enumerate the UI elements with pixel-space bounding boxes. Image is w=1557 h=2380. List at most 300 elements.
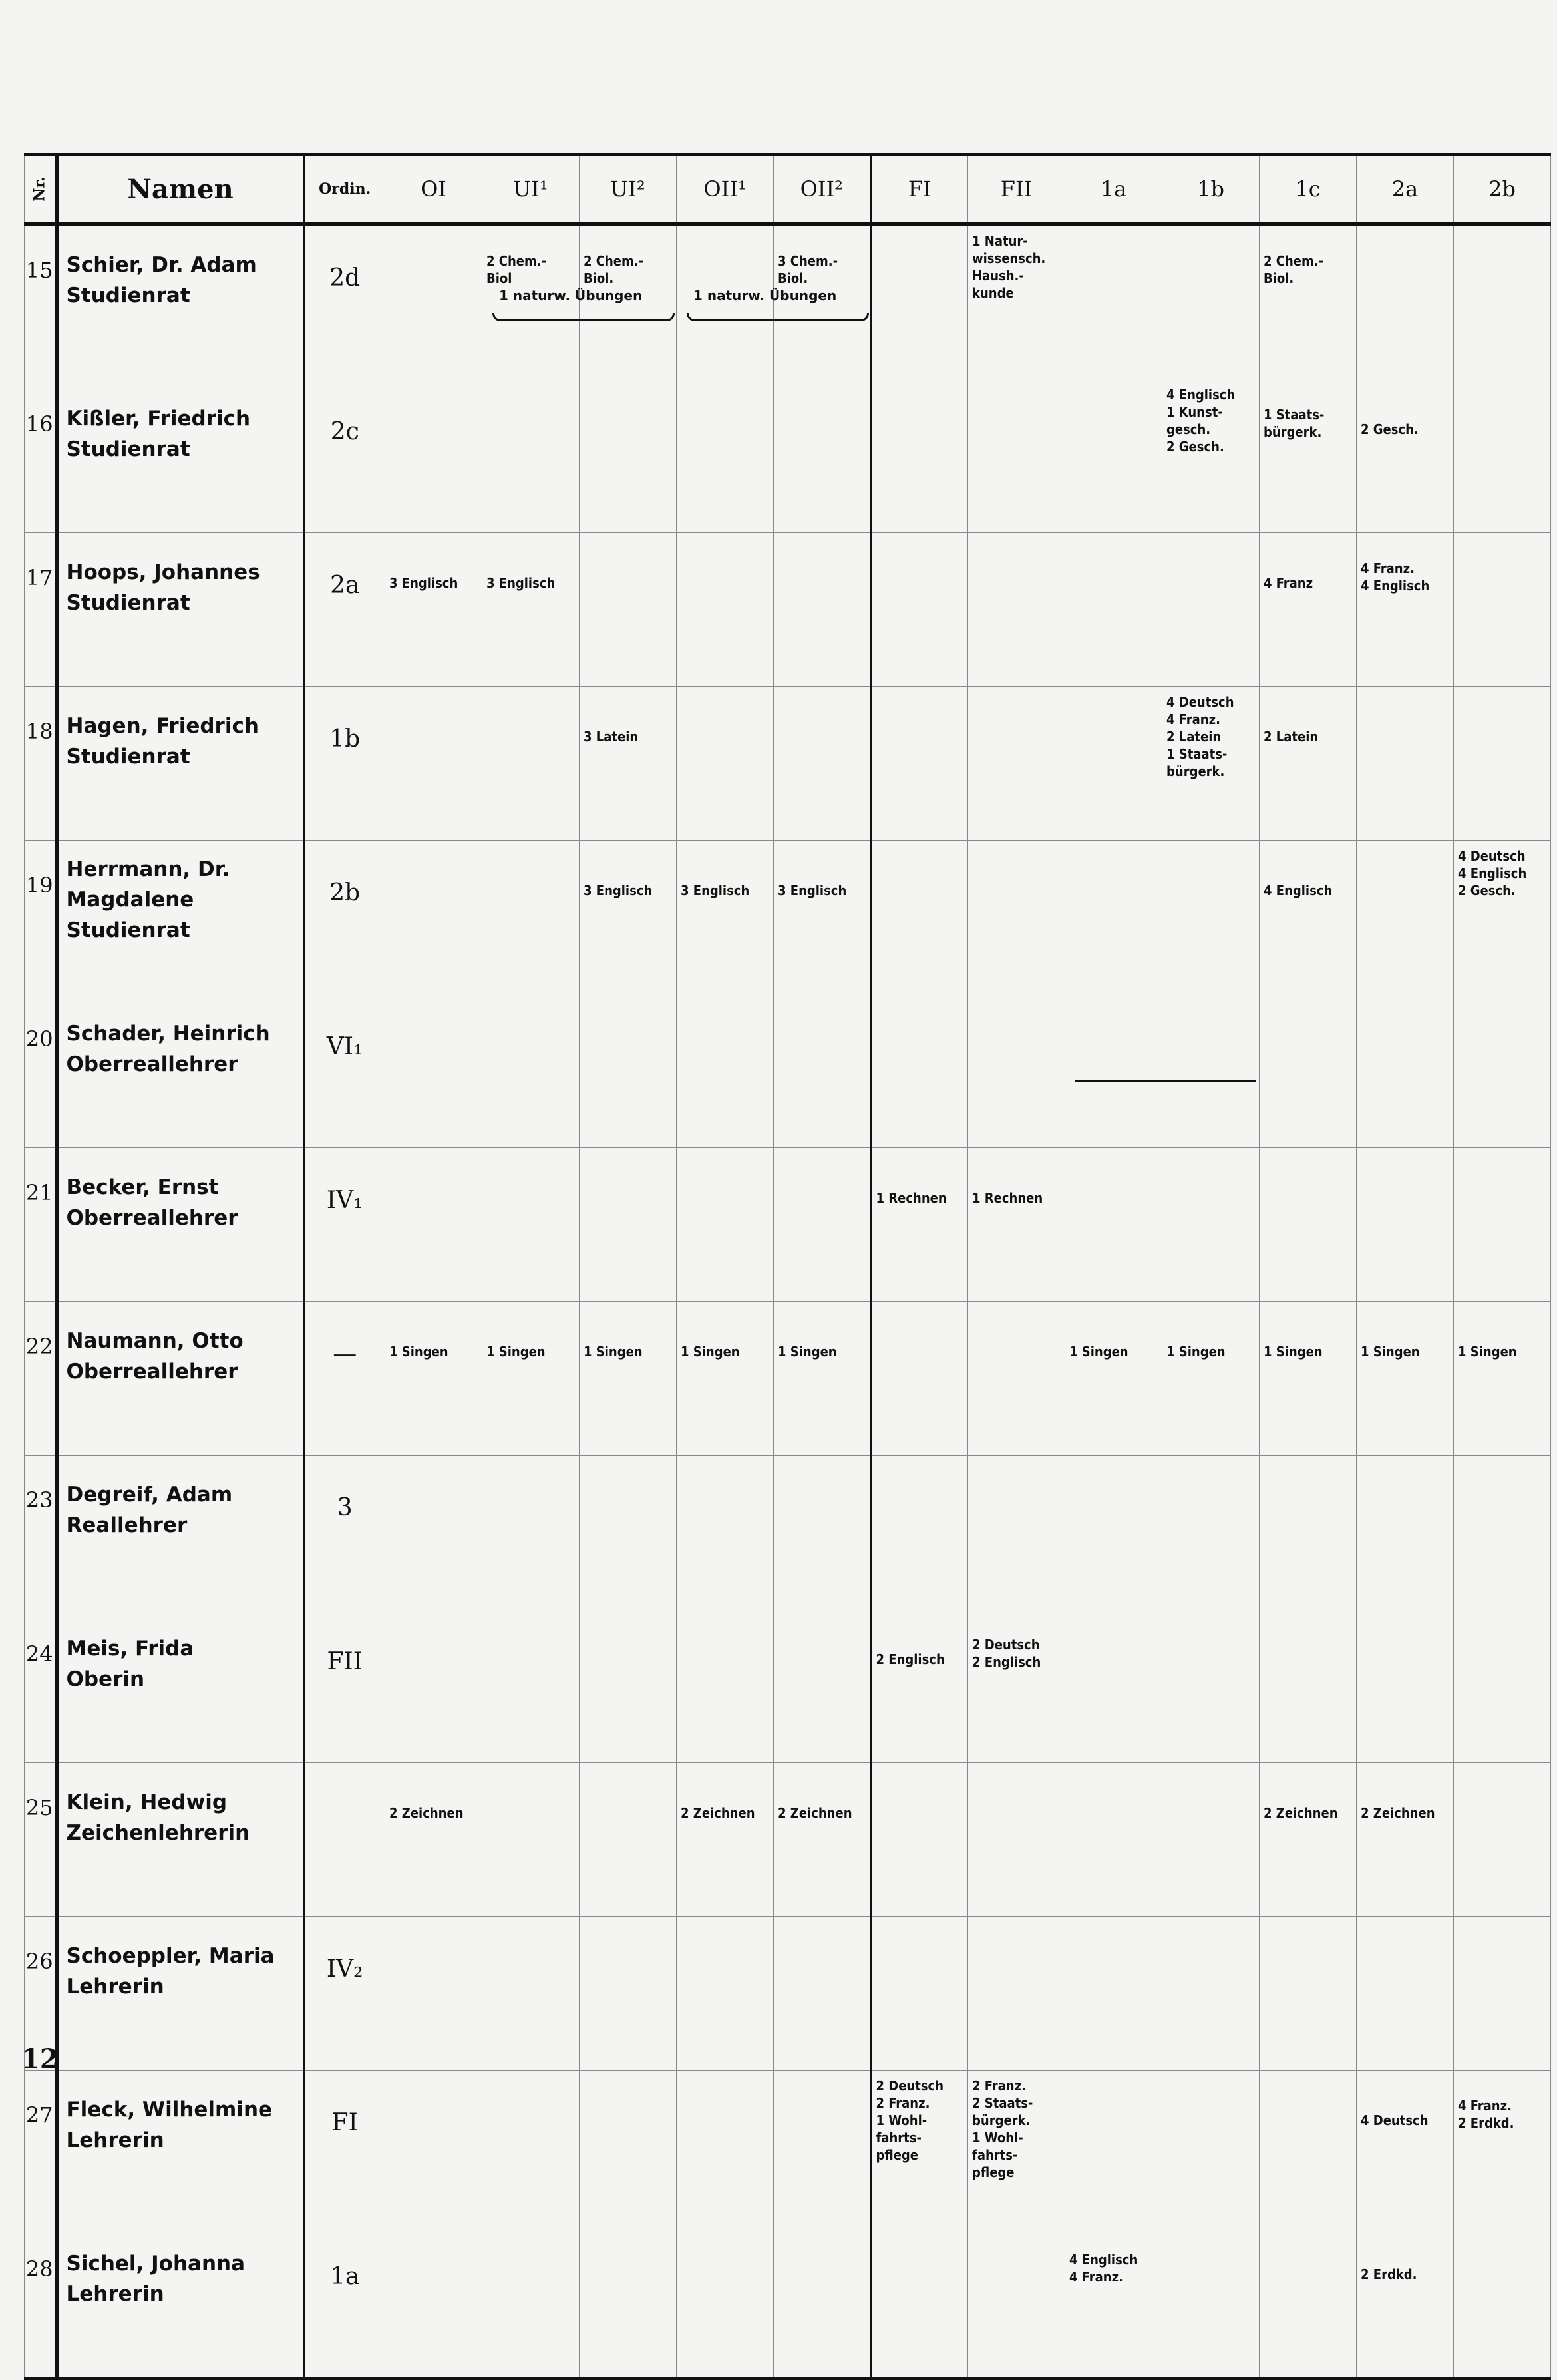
header-class: 1a xyxy=(1065,154,1162,224)
row-number: 16 xyxy=(25,379,57,533)
class-hours-cell xyxy=(482,687,580,841)
class-hours: 2 Chem.- Biol xyxy=(486,253,547,286)
class-hours-cell xyxy=(1260,379,1357,533)
class-hours xyxy=(1357,841,1453,847)
class-hours xyxy=(1162,841,1259,847)
class-hours-cell xyxy=(1357,224,1454,379)
class-hours xyxy=(872,994,968,1001)
class-hours-cell xyxy=(1454,1917,1551,2071)
class-hours xyxy=(677,1148,773,1155)
class-hours: 2 Englisch xyxy=(876,1651,945,1667)
class-hours-cell xyxy=(1162,1763,1260,1917)
class-hours xyxy=(580,379,676,386)
class-hours xyxy=(968,379,1065,386)
class-hours-cell xyxy=(482,1609,580,1763)
class-hours xyxy=(385,226,482,232)
class-hours xyxy=(1454,1456,1550,1462)
class-hours: 3 Englisch xyxy=(778,883,847,898)
teacher-row xyxy=(25,1917,1551,2071)
class-hours xyxy=(872,1763,968,1770)
class-hours xyxy=(482,1763,579,1770)
class-hours-cell xyxy=(580,1456,677,1609)
teacher-title: Zeichenlehrerin xyxy=(66,1821,250,1845)
class-hours-cell xyxy=(871,379,968,533)
class-hours xyxy=(1162,1456,1259,1462)
header-class: 1b xyxy=(1162,154,1260,224)
class-hours-cell xyxy=(1260,2071,1357,2224)
class-hours-cell xyxy=(482,1302,580,1456)
header-class: FI xyxy=(871,154,968,224)
class-hours xyxy=(385,1148,482,1155)
class-hours: 2 Deutsch 2 Englisch xyxy=(972,1637,1041,1670)
class-hours-cell xyxy=(1454,994,1551,1148)
class-hours-cell xyxy=(580,1917,677,2071)
class-hours xyxy=(872,1917,968,1923)
teacher-name: Fleck, Wilhelmine xyxy=(66,2098,273,2122)
class-hours xyxy=(774,2224,870,2231)
teacher-name-cell xyxy=(57,1763,304,1917)
teacher-title: Studienrat xyxy=(66,918,190,942)
class-hours-cell xyxy=(1065,1302,1162,1456)
class-hours xyxy=(385,841,482,847)
class-hours-cell xyxy=(968,841,1065,994)
teacher-row xyxy=(25,841,1551,994)
class-hours xyxy=(1357,1148,1453,1155)
class-hours-cell xyxy=(1454,1763,1551,1917)
row-number: 27 xyxy=(25,2071,57,2224)
class-hours-cell xyxy=(482,1917,580,2071)
class-hours: 1 Singen xyxy=(1458,1344,1517,1360)
header-class: FII xyxy=(968,154,1065,224)
row-number: 26 xyxy=(25,1917,57,2071)
teacher-title: Reallehrer xyxy=(66,1513,188,1537)
class-hours xyxy=(872,1456,968,1462)
class-hours xyxy=(482,379,579,386)
teacher-name: Schoeppler, Maria xyxy=(66,1944,275,1968)
class-hours xyxy=(1065,1456,1162,1462)
teacher-name: Sichel, Johanna xyxy=(66,2252,245,2276)
class-hours: 1 Singen xyxy=(584,1344,643,1360)
class-hours-cell xyxy=(677,1763,774,1917)
class-hours xyxy=(872,379,968,386)
class-hours xyxy=(1162,994,1259,1001)
class-hours-cell xyxy=(482,379,580,533)
class-hours-cell xyxy=(1162,2224,1260,2379)
class-hours-cell xyxy=(385,841,482,994)
class-hours-cell xyxy=(871,994,968,1148)
class-hours-cell xyxy=(1454,2071,1551,2224)
row-number: 20 xyxy=(25,994,57,1148)
teacher-name-cell xyxy=(57,1917,304,2071)
class-hours xyxy=(580,994,676,1001)
class-hours xyxy=(677,687,773,694)
class-hours xyxy=(872,533,968,540)
class-hours-cell xyxy=(968,533,1065,687)
teacher-row xyxy=(25,687,1551,841)
class-hours xyxy=(1260,1456,1356,1462)
class-hours-cell xyxy=(1454,1609,1551,1763)
class-hours xyxy=(1454,226,1550,232)
class-hours-cell xyxy=(385,1609,482,1763)
teacher-title: Oberreallehrer xyxy=(66,1052,238,1076)
class-hours-cell xyxy=(1065,687,1162,841)
teacher-name-cell xyxy=(57,2071,304,2224)
class-hours: 1 Singen xyxy=(486,1344,546,1360)
class-hours-cell xyxy=(871,2224,968,2379)
class-hours xyxy=(385,1609,482,1616)
class-hours xyxy=(1357,687,1453,694)
class-hours-cell xyxy=(580,533,677,687)
class-hours-cell xyxy=(968,379,1065,533)
teacher-name-cell xyxy=(57,533,304,687)
teacher-row xyxy=(25,1456,1551,1609)
header-class: 2b xyxy=(1454,154,1551,224)
class-hours xyxy=(1357,226,1453,232)
class-hours-cell xyxy=(1357,1917,1454,2071)
class-hours-cell xyxy=(1357,379,1454,533)
header-row xyxy=(25,154,1551,224)
class-hours-cell xyxy=(774,1302,871,1456)
row-number: 22 xyxy=(25,1302,57,1456)
class-hours xyxy=(968,994,1065,1001)
class-hours-cell xyxy=(385,1763,482,1917)
teacher-name: Hoops, Johannes xyxy=(66,560,260,584)
class-hours-cell xyxy=(871,1302,968,1456)
class-hours xyxy=(677,1609,773,1616)
row-number: 19 xyxy=(25,841,57,994)
class-hours xyxy=(968,841,1065,847)
header-class: 2a xyxy=(1357,154,1454,224)
teacher-row xyxy=(25,1302,1551,1456)
teacher-row xyxy=(25,1763,1551,1917)
class-hours-cell xyxy=(1065,994,1162,1148)
class-hours xyxy=(1162,1917,1259,1923)
teacher-name-cell xyxy=(57,2224,304,2379)
class-hours-cell xyxy=(871,1456,968,1609)
class-hours-cell xyxy=(1162,1456,1260,1609)
class-hours-cell xyxy=(1357,994,1454,1148)
class-hours-cell xyxy=(385,1917,482,2071)
class-hours: 2 Zeichnen xyxy=(778,1805,852,1821)
class-hours xyxy=(872,226,968,232)
class-hours xyxy=(1454,1148,1550,1155)
class-hours-cell xyxy=(1260,1763,1357,1917)
class-hours xyxy=(1260,2224,1356,2231)
class-hours-cell xyxy=(1065,224,1162,379)
class-hours xyxy=(1162,533,1259,540)
class-hours xyxy=(1162,2224,1259,2231)
class-hours-cell xyxy=(774,379,871,533)
class-hours: 1 Singen xyxy=(1264,1344,1323,1360)
class-hours-cell xyxy=(871,687,968,841)
teacher-row xyxy=(25,533,1551,687)
class-hours-cell xyxy=(1162,687,1260,841)
class-hours xyxy=(1065,226,1162,232)
class-hours xyxy=(580,533,676,540)
class-hours-cell xyxy=(1065,2224,1162,2379)
class-hours-cell xyxy=(1260,224,1357,379)
class-hours-cell xyxy=(968,1456,1065,1609)
class-hours-cell xyxy=(1357,2224,1454,2379)
row-number: 24 xyxy=(25,1609,57,1763)
class-hours-cell xyxy=(1162,2071,1260,2224)
teacher-name-cell xyxy=(57,841,304,994)
class-hours-cell xyxy=(968,2224,1065,2379)
class-hours xyxy=(677,533,773,540)
class-hours-cell xyxy=(482,841,580,994)
class-hours: 2 Chem.- Biol. xyxy=(1264,253,1324,286)
teacher-name-cell xyxy=(57,994,304,1148)
class-hours-cell xyxy=(385,224,482,379)
teacher-name-cell xyxy=(57,1456,304,1609)
class-hours-cell xyxy=(1454,687,1551,841)
class-hours-cell xyxy=(580,2071,677,2224)
teacher-name: Becker, Ernst xyxy=(66,1175,219,1199)
class-hours-cell xyxy=(385,994,482,1148)
class-hours xyxy=(968,1763,1065,1770)
class-hours xyxy=(774,1609,870,1616)
class-hours-cell xyxy=(1065,1609,1162,1763)
class-hours-cell xyxy=(580,2224,677,2379)
class-hours xyxy=(580,1917,676,1923)
class-hours xyxy=(677,379,773,386)
class-hours: 2 Franz. 2 Staats- bürgerk. 1 Wohl- fahrts- pflege xyxy=(972,2078,1033,2180)
class-hours-cell xyxy=(677,533,774,687)
teacher-title: Studienrat xyxy=(66,284,190,307)
class-hours-cell xyxy=(677,1917,774,2071)
teacher-name: Degreif, Adam xyxy=(66,1483,233,1507)
row-number: 25 xyxy=(25,1763,57,1917)
class-hours xyxy=(774,994,870,1001)
class-hours-cell xyxy=(677,994,774,1148)
class-hours xyxy=(385,379,482,386)
class-hours xyxy=(774,533,870,540)
class-hours-cell xyxy=(1357,1609,1454,1763)
teacher-row xyxy=(25,1148,1551,1302)
class-hours-cell xyxy=(1357,1302,1454,1456)
class-hours-cell xyxy=(871,1148,968,1302)
class-hours xyxy=(774,687,870,694)
class-hours-cell xyxy=(1357,687,1454,841)
span-note-naturw-1: 1 naturw. Übungen xyxy=(499,288,643,303)
class-hours xyxy=(1162,2071,1259,2077)
teacher-name-cell xyxy=(57,687,304,841)
teacher-row xyxy=(25,2224,1551,2379)
class-hours-cell xyxy=(968,1917,1065,2071)
class-hours xyxy=(1454,1763,1550,1770)
teacher-row xyxy=(25,1609,1551,1763)
class-hours xyxy=(1454,687,1550,694)
teacher-title: Lehrerin xyxy=(66,2128,164,2152)
class-hours: 4 Franz. 4 Englisch xyxy=(1361,560,1430,594)
class-hours-cell xyxy=(677,2224,774,2379)
class-hours: 1 Rechnen xyxy=(876,1190,947,1206)
header-class: UI² xyxy=(580,154,677,224)
ordinarius-cell: VI₁ xyxy=(304,994,385,1148)
ordinarius-cell: — xyxy=(304,1302,385,1456)
header-name: Namen xyxy=(57,154,304,224)
class-hours-cell xyxy=(1454,841,1551,994)
class-hours-cell xyxy=(774,1609,871,1763)
header-class: OI xyxy=(385,154,482,224)
ordinarius-cell: 1b xyxy=(304,687,385,841)
class-hours: 1 Singen xyxy=(389,1344,448,1360)
class-hours-cell xyxy=(1454,1456,1551,1609)
class-hours xyxy=(1454,1609,1550,1616)
class-hours-cell xyxy=(968,224,1065,379)
ordinarius-cell: 2c xyxy=(304,379,385,533)
class-hours-cell xyxy=(1162,1302,1260,1456)
teacher-name-cell xyxy=(57,1302,304,1456)
class-hours-cell xyxy=(1454,379,1551,533)
class-hours: 1 Rechnen xyxy=(972,1190,1043,1206)
class-hours xyxy=(968,1302,1065,1308)
class-hours: 3 Latein xyxy=(584,729,639,745)
class-hours xyxy=(1260,1917,1356,1923)
class-hours-cell xyxy=(677,1148,774,1302)
class-hours: 4 Englisch 4 Franz. xyxy=(1069,2252,1138,2285)
header-class: UI¹ xyxy=(482,154,580,224)
class-hours xyxy=(385,2071,482,2077)
class-hours: 2 Zeichnen xyxy=(681,1805,755,1821)
class-hours-cell xyxy=(1357,1456,1454,1609)
ordinarius-cell: 3 xyxy=(304,1456,385,1609)
class-hours xyxy=(968,2224,1065,2231)
class-hours xyxy=(968,687,1065,694)
teacher-row xyxy=(25,994,1551,1148)
class-hours xyxy=(1260,1148,1356,1155)
class-hours-cell xyxy=(1065,1148,1162,1302)
class-hours xyxy=(385,687,482,694)
class-hours xyxy=(677,2224,773,2231)
class-hours: 1 Singen xyxy=(681,1344,740,1360)
class-hours xyxy=(1065,841,1162,847)
class-hours: 2 Zeichnen xyxy=(389,1805,464,1821)
class-hours xyxy=(385,994,482,1001)
class-hours: 1 Singen xyxy=(1069,1344,1128,1360)
class-hours: 2 Latein xyxy=(1264,729,1319,745)
class-hours-cell xyxy=(580,1302,677,1456)
class-hours xyxy=(1065,533,1162,540)
class-hours xyxy=(968,1456,1065,1462)
ordinarius-cell: IV₂ xyxy=(304,1917,385,2071)
header-class: OII² xyxy=(774,154,871,224)
class-hours-cell xyxy=(1357,841,1454,994)
teacher-name: Naumann, Otto xyxy=(66,1329,244,1353)
class-hours-cell xyxy=(774,1917,871,2071)
teacher-title: Lehrerin xyxy=(66,1975,164,1999)
class-hours-cell xyxy=(1260,687,1357,841)
class-hours xyxy=(482,2071,579,2077)
teacher-title: Studienrat xyxy=(66,745,190,769)
class-hours-cell xyxy=(1065,1763,1162,1917)
class-hours: 4 Englisch xyxy=(1264,883,1333,898)
class-hours: 2 Zeichnen xyxy=(1361,1805,1435,1821)
class-hours: 1 Staats- bürgerk. xyxy=(1264,407,1325,440)
class-hours-cell xyxy=(968,2071,1065,2224)
class-hours-cell xyxy=(385,379,482,533)
class-hours: 2 Erdkd. xyxy=(1361,2266,1417,2282)
teacher-name: Schader, Heinrich xyxy=(66,1022,270,1046)
class-hours-cell xyxy=(385,1302,482,1456)
row-number: 18 xyxy=(25,687,57,841)
ordinarius-cell: 2b xyxy=(304,841,385,994)
class-hours-cell xyxy=(1260,1456,1357,1609)
class-hours-cell xyxy=(1162,379,1260,533)
class-hours-cell xyxy=(1065,1456,1162,1609)
class-hours xyxy=(580,1148,676,1155)
class-hours-cell xyxy=(1260,1917,1357,2071)
class-hours: 2 Deutsch 2 Franz. 1 Wohl- fahrts- pflege xyxy=(876,2078,944,2163)
class-hours xyxy=(1357,1609,1453,1616)
class-hours-cell xyxy=(774,533,871,687)
class-hours xyxy=(872,687,968,694)
class-hours-cell xyxy=(1065,533,1162,687)
class-hours xyxy=(1454,1917,1550,1923)
class-hours: 3 Englisch xyxy=(681,883,750,898)
class-hours xyxy=(482,1456,579,1462)
class-hours-cell xyxy=(871,1763,968,1917)
class-hours: 1 Singen xyxy=(1361,1344,1420,1360)
ordinarius-cell: FI xyxy=(304,2071,385,2224)
class-hours-cell xyxy=(968,1148,1065,1302)
ordinarius-cell: IV₁ xyxy=(304,1148,385,1302)
class-hours-cell xyxy=(482,2224,580,2379)
class-hours-cell xyxy=(1260,1302,1357,1456)
class-hours: 3 Englisch xyxy=(486,575,556,591)
class-hours xyxy=(677,1456,773,1462)
class-hours: 4 Deutsch 4 Franz. 2 Latein 1 Staats- bürgerk. xyxy=(1166,694,1234,779)
row-number: 21 xyxy=(25,1148,57,1302)
class-hours-cell xyxy=(385,2071,482,2224)
teacher-name-cell xyxy=(57,224,304,379)
class-hours xyxy=(482,994,579,1001)
class-hours xyxy=(1260,1609,1356,1616)
class-hours-cell xyxy=(1162,841,1260,994)
teacher-row xyxy=(25,2071,1551,2224)
class-hours-cell xyxy=(968,1609,1065,1763)
class-hours xyxy=(1065,1763,1162,1770)
class-hours: 2 Chem.- Biol. xyxy=(584,253,644,286)
class-hours-cell xyxy=(677,1302,774,1456)
ordinarius-cell: 2a xyxy=(304,533,385,687)
class-hours xyxy=(774,1917,870,1923)
class-hours-cell xyxy=(1162,1609,1260,1763)
class-hours-cell xyxy=(482,1148,580,1302)
class-hours-cell xyxy=(871,1917,968,2071)
class-hours xyxy=(677,226,773,232)
class-hours xyxy=(1162,226,1259,232)
class-hours-cell xyxy=(482,2071,580,2224)
class-hours-cell xyxy=(774,1456,871,1609)
class-hours-cell xyxy=(1162,994,1260,1148)
row-number: 15 xyxy=(25,224,57,379)
class-hours-cell xyxy=(1162,1148,1260,1302)
teacher-title: Oberin xyxy=(66,1667,145,1691)
class-hours: 1 Singen xyxy=(778,1344,837,1360)
class-hours xyxy=(774,2071,870,2077)
teacher-name: Klein, Hedwig xyxy=(66,1790,228,1814)
class-hours-cell xyxy=(580,1609,677,1763)
teacher-title: Studienrat xyxy=(66,591,190,615)
class-hours xyxy=(1065,994,1162,1001)
class-hours-cell xyxy=(774,687,871,841)
brace-naturw-2 xyxy=(687,313,869,321)
class-hours-cell xyxy=(677,687,774,841)
class-hours xyxy=(1065,1917,1162,1923)
class-hours: 4 Deutsch 4 Englisch 2 Gesch. xyxy=(1458,848,1527,898)
class-hours-cell xyxy=(774,1148,871,1302)
